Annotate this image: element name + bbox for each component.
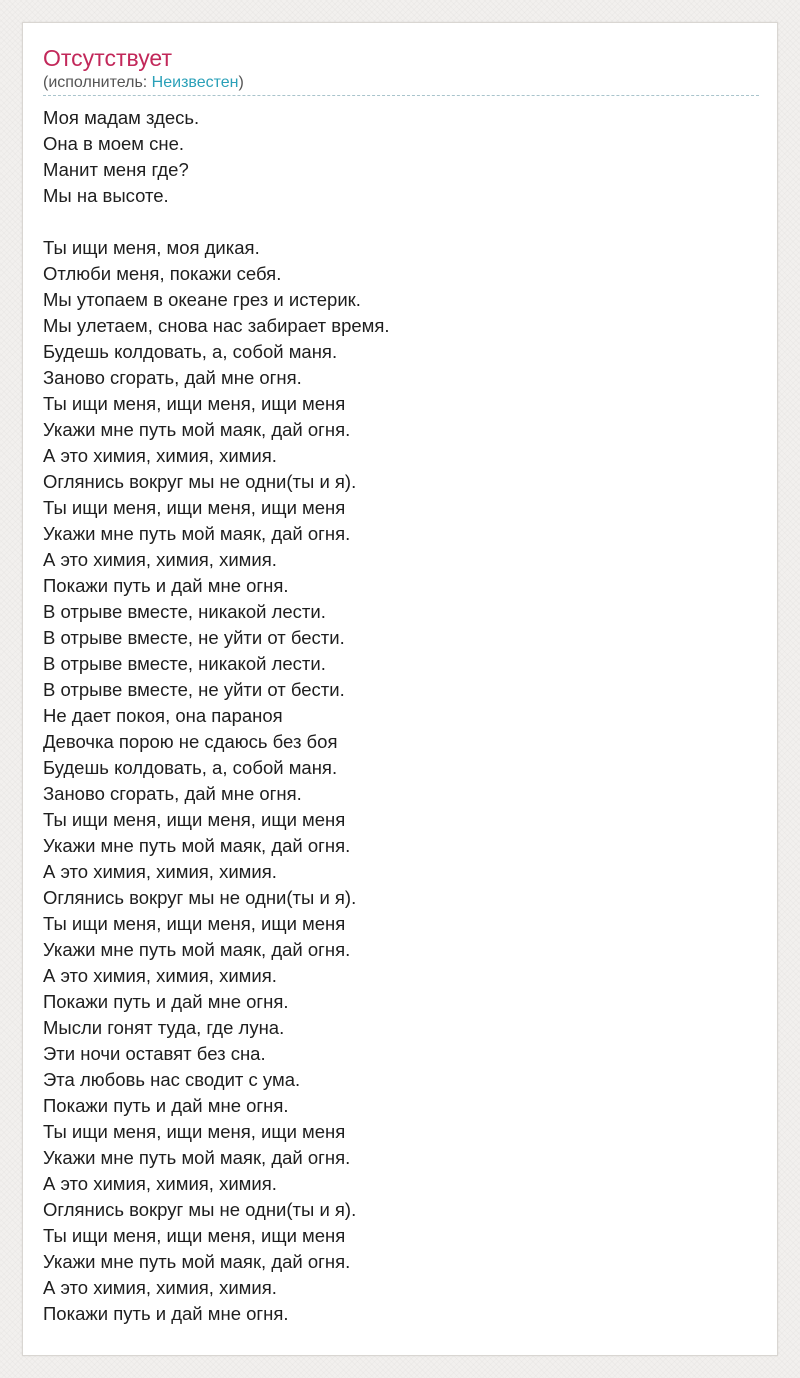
- lyric-line: А это химия, химия, химия.: [43, 549, 277, 570]
- lyric-line: Будешь колдовать, а, собой маня.: [43, 341, 338, 362]
- lyric-line: Ты ищи меня, ищи меня, ищи меня: [43, 393, 346, 414]
- lyric-line: Ты ищи меня, моя дикая.: [43, 237, 260, 258]
- lyric-line: Укажи мне путь мой маяк, дай огня.: [43, 419, 351, 440]
- song-header: [43, 43, 759, 96]
- lyric-line: В отрыве вместе, не уйти от бести.: [43, 627, 345, 648]
- song-title: Отсутствует: [43, 45, 172, 71]
- lyric-line: Укажи мне путь мой маяк, дай огня.: [43, 1251, 351, 1272]
- lyric-line: Укажи мне путь мой маяк, дай огня.: [43, 1147, 351, 1168]
- lyric-line: Оглянись вокруг мы не одни(ты и я).: [43, 887, 357, 908]
- lyric-line: Ты ищи меня, ищи меня, ищи меня: [43, 913, 346, 934]
- lyric-line: Покажи путь и дай мне огня.: [43, 1095, 289, 1116]
- lyric-line: В отрыве вместе, никакой лести.: [43, 601, 326, 622]
- lyric-line: А это химия, химия, химия.: [43, 965, 277, 986]
- lyric-line: Ты ищи меня, ищи меня, ищи меня: [43, 1121, 346, 1142]
- lyric-line: Мысли гонят туда, где луна.: [43, 1017, 285, 1038]
- lyrics-card: [22, 22, 778, 1356]
- lyric-line: А это химия, химия, химия.: [43, 861, 277, 882]
- lyric-line: Будешь колдовать, а, собой маня.: [43, 757, 338, 778]
- lyric-line: Покажи путь и дай мне огня.: [43, 991, 289, 1012]
- lyric-line: А это химия, химия, химия.: [43, 1173, 277, 1194]
- lyric-line: Заново сгорать, дай мне огня.: [43, 367, 302, 388]
- lyric-line: Укажи мне путь мой маяк, дай огня.: [43, 939, 351, 960]
- lyric-line: В отрыве вместе, никакой лести.: [43, 653, 326, 674]
- lyric-line: Девочка порою не сдаюсь без боя: [43, 731, 338, 752]
- lyric-line: Оглянись вокруг мы не одни(ты и я).: [43, 471, 357, 492]
- lyric-line: Укажи мне путь мой маяк, дай огня.: [43, 835, 351, 856]
- artist-link[interactable]: Неизвестен: [151, 74, 239, 91]
- lyric-line: Манит меня где?: [43, 159, 189, 180]
- artist-line: [43, 73, 244, 93]
- lyric-line: А это химия, химия, химия.: [43, 1277, 277, 1298]
- lyric-line: Мы на высоте.: [43, 185, 169, 206]
- lyric-line: Оглянись вокруг мы не одни(ты и я).: [43, 1199, 357, 1220]
- lyric-line: Мы утопаем в океане грез и истерик.: [43, 289, 361, 310]
- lyric-line: Ты ищи меня, ищи меня, ищи меня: [43, 809, 346, 830]
- lyric-line: Покажи путь и дай мне огня.: [43, 1303, 289, 1324]
- lyric-line: Заново сгорать, дай мне огня.: [43, 783, 302, 804]
- lyric-line: Моя мадам здесь.: [43, 107, 200, 128]
- lyric-line: Отлюби меня, покажи себя.: [43, 263, 282, 284]
- lyric-line: Укажи мне путь мой маяк, дай огня.: [43, 523, 351, 544]
- lyric-line: Мы улетаем, снова нас забирает время.: [43, 315, 390, 336]
- lyrics-stanza: [43, 235, 759, 1327]
- lyric-line: Ты ищи меня, ищи меня, ищи меня: [43, 1225, 346, 1246]
- lyric-line: Эта любовь нас сводит с ума.: [43, 1069, 301, 1090]
- lyric-line: В отрыве вместе, не уйти от бести.: [43, 679, 345, 700]
- artist-suffix: ): [238, 74, 244, 91]
- lyric-line: Покажи путь и дай мне огня.: [43, 575, 289, 596]
- lyrics-stanza: [43, 105, 759, 209]
- lyrics-body: [43, 105, 759, 1353]
- lyric-line: Не дает покоя, она параноя: [43, 705, 283, 726]
- lyric-line: А это химия, химия, химия.: [43, 445, 277, 466]
- lyric-line: Ты ищи меня, ищи меня, ищи меня: [43, 497, 346, 518]
- artist-prefix: (исполнитель:: [43, 74, 152, 91]
- lyric-line: Она в моем сне.: [43, 133, 185, 154]
- lyric-line: Эти ночи оставят без сна.: [43, 1043, 266, 1064]
